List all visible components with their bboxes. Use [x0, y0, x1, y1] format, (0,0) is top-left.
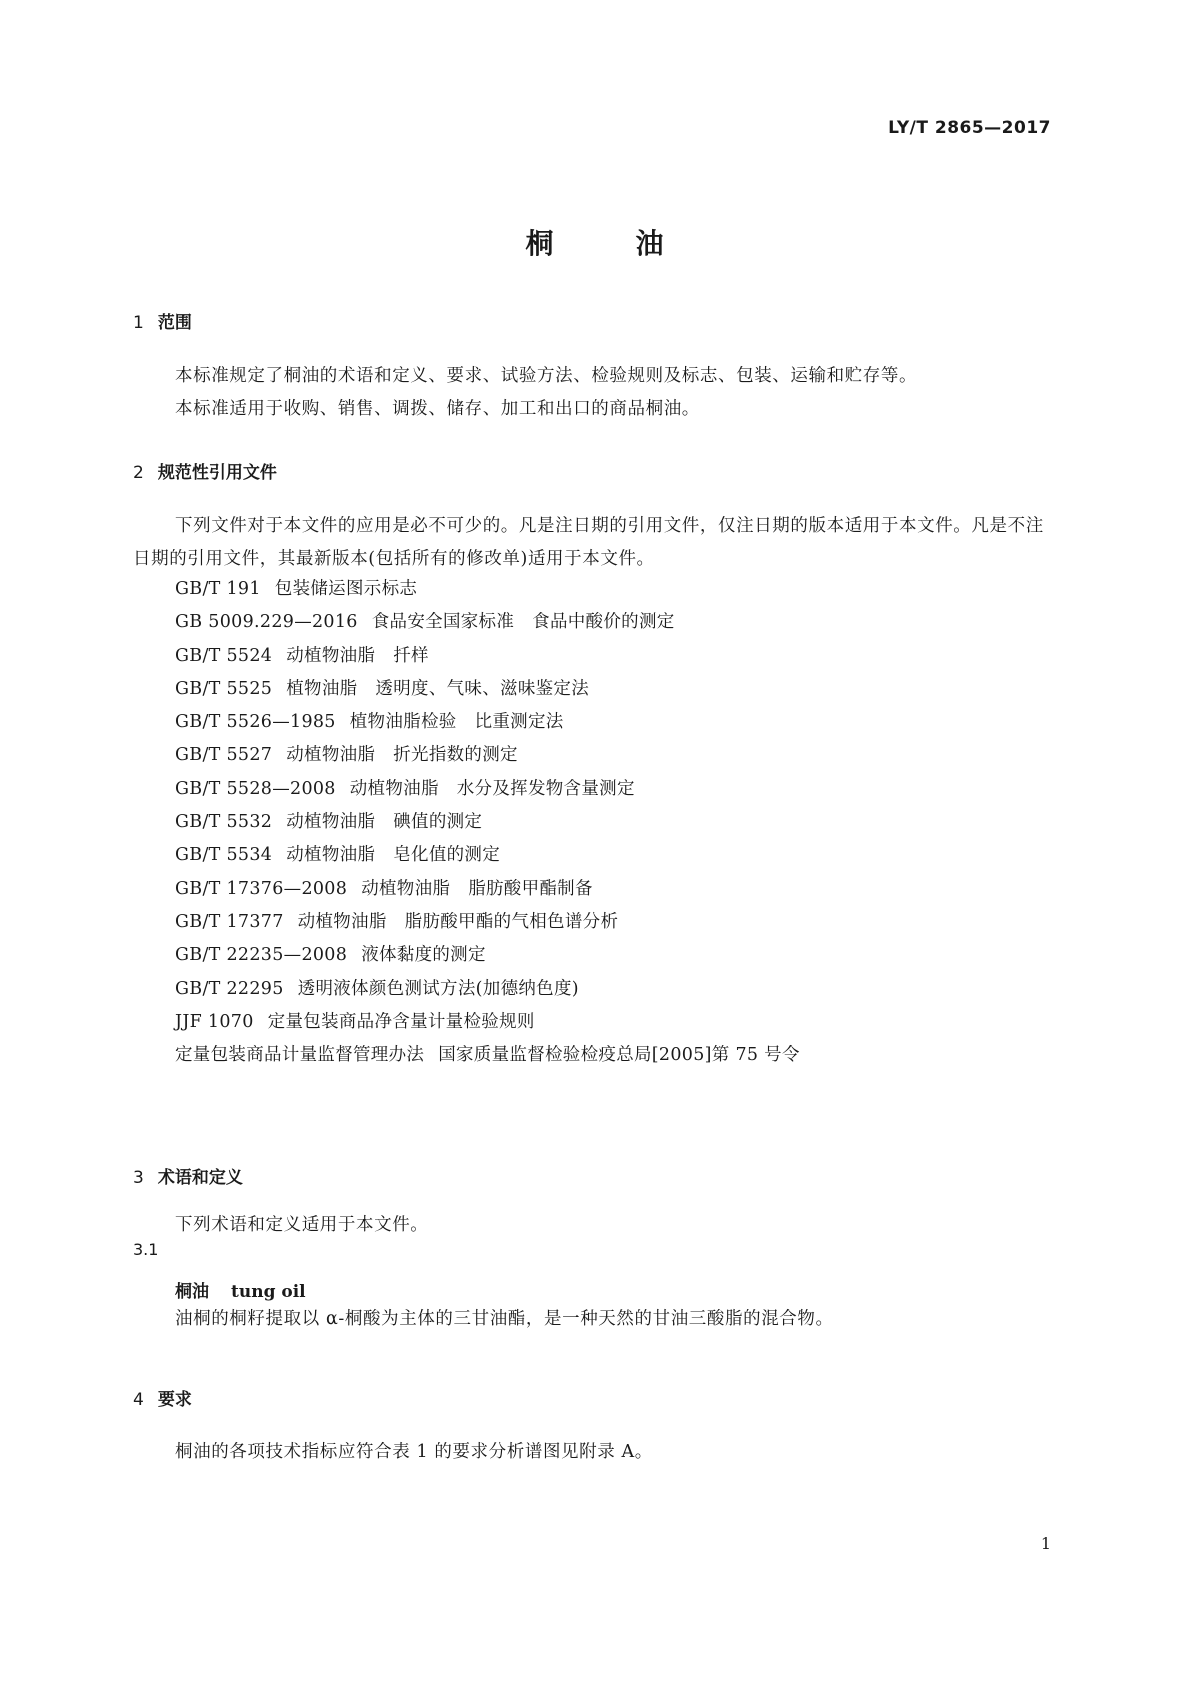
reference-subtitle: 碘值的测定 — [393, 812, 483, 833]
reference-list — [175, 573, 818, 1072]
section-number: 3 — [133, 1168, 144, 1188]
reference-subtitle: 皂化值的测定 — [393, 845, 501, 866]
section-1-heading — [133, 308, 192, 333]
term-name-en: tung oil — [231, 1282, 306, 1302]
title-char-2: 油 — [635, 227, 666, 260]
section-number: 2 — [133, 463, 144, 483]
reference-code: GB/T 5528—2008 — [175, 778, 336, 799]
section-number: 4 — [133, 1390, 144, 1410]
standard-code: LY/T 2865—2017 — [888, 118, 1051, 138]
reference-item — [175, 806, 818, 839]
reference-subtitle: 比重测定法 — [474, 712, 564, 733]
reference-item — [175, 1039, 818, 1072]
reference-code: GB/T 5527 — [175, 745, 273, 766]
reference-subtitle: 扦样 — [393, 645, 429, 666]
reference-code: JJF 1070 — [175, 1011, 254, 1032]
requirements-text: 桐油的各项技术指标应符合表 1 的要求分析谱图见附录 A。 — [175, 1442, 653, 1462]
section-number: 1 — [133, 313, 144, 333]
reference-title: 动植物油脂 — [286, 845, 376, 866]
reference-title: 动植物油脂 — [286, 645, 376, 666]
reference-item — [175, 939, 818, 972]
document-title — [0, 222, 1191, 262]
reference-code: GB/T 22235—2008 — [175, 945, 348, 966]
section-2-heading — [133, 458, 277, 483]
reference-item — [175, 739, 818, 772]
reference-title: 植物油脂检验 — [349, 712, 457, 733]
reference-item — [175, 839, 818, 872]
reference-item — [175, 706, 818, 739]
reference-code: GB/T 22295 — [175, 978, 284, 999]
term-number: 3.1 — [133, 1240, 159, 1259]
reference-code: GB/T 5524 — [175, 645, 273, 666]
reference-item — [175, 1006, 818, 1039]
reference-title: 动植物油脂 — [286, 812, 376, 833]
reference-subtitle: 食品中酸价的测定 — [532, 612, 675, 633]
reference-item — [175, 673, 818, 706]
reference-title: 国家质量监督检验检疫总局[2005]第 75 号令 — [438, 1045, 800, 1066]
reference-item — [175, 906, 818, 939]
reference-title: 植物油脂 — [286, 678, 358, 699]
reference-item — [175, 873, 818, 906]
reference-title: 动植物油脂 — [361, 878, 451, 899]
reference-item — [175, 973, 818, 1006]
reference-code: GB/T 5532 — [175, 812, 273, 833]
section-title: 术语和定义 — [157, 1168, 243, 1188]
reference-title: 液体黏度的测定 — [361, 945, 486, 966]
term-name-zh: 桐油 — [175, 1282, 209, 1302]
term-definition: 油桐的桐籽提取以 α-桐酸为主体的三甘油酯，是一种天然的甘油三酸脂的混合物。 — [175, 1309, 834, 1329]
terms-intro: 下列术语和定义适用于本文件。 — [175, 1215, 429, 1235]
reference-title: 动植物油脂 — [349, 778, 439, 799]
reference-subtitle: 透明度、气味、滋味鉴定法 — [375, 678, 590, 699]
reference-subtitle: 折光指数的测定 — [393, 745, 518, 766]
section-4-heading — [133, 1385, 192, 1410]
reference-title: 透明液体颜色测试方法(加德纳色度) — [297, 978, 579, 999]
reference-subtitle: 脂肪酸甲酯制备 — [468, 878, 593, 899]
reference-code: GB/T 5534 — [175, 845, 273, 866]
reference-subtitle: 水分及挥发物含量测定 — [456, 778, 635, 799]
section-3-heading — [133, 1163, 243, 1188]
section-title: 范围 — [157, 313, 192, 333]
scope-paragraph-1: 本标准规定了桐油的术语和定义、要求、试验方法、检验规则及标志、包装、运输和贮存等。 — [175, 366, 918, 386]
reference-code: GB/T 5525 — [175, 678, 273, 699]
reference-title: 动植物油脂 — [297, 911, 387, 932]
title-char-1: 桐 — [525, 227, 556, 260]
reference-code: GB/T 17376—2008 — [175, 878, 348, 899]
reference-item — [175, 573, 818, 606]
reference-code: GB/T 5526—1985 — [175, 712, 336, 733]
reference-item — [175, 606, 818, 639]
page-number: 1 — [1040, 1534, 1051, 1553]
scope-paragraph-2: 本标准适用于收购、销售、调拨、储存、加工和出口的商品桐油。 — [175, 399, 700, 419]
reference-title: 包装储运图示标志 — [274, 579, 418, 599]
term-name — [175, 1277, 306, 1302]
references-intro: 下列文件对于本文件的应用是必不可少的。凡是注日期的引用文件，仅注日期的版本适用于本文件。凡是不注日期的引用文件，其最新版本(包括所有的修改单)适用于本文件。 — [133, 516, 1044, 569]
reference-title: 定量包装商品净含量计量检验规则 — [267, 1011, 535, 1032]
reference-code: 定量包装商品计量监督管理办法 — [175, 1045, 425, 1066]
reference-code: GB/T 191 — [175, 579, 261, 599]
reference-item — [175, 640, 818, 673]
section-title: 规范性引用文件 — [157, 463, 277, 483]
reference-item — [175, 773, 818, 806]
reference-title: 食品安全国家标准 — [371, 612, 515, 633]
section-title: 要求 — [157, 1390, 192, 1410]
reference-title: 动植物油脂 — [286, 745, 376, 766]
reference-code: GB 5009.229—2016 — [175, 612, 358, 633]
reference-code: GB/T 17377 — [175, 911, 284, 932]
reference-subtitle: 脂肪酸甲酯的气相色谱分析 — [404, 911, 619, 932]
